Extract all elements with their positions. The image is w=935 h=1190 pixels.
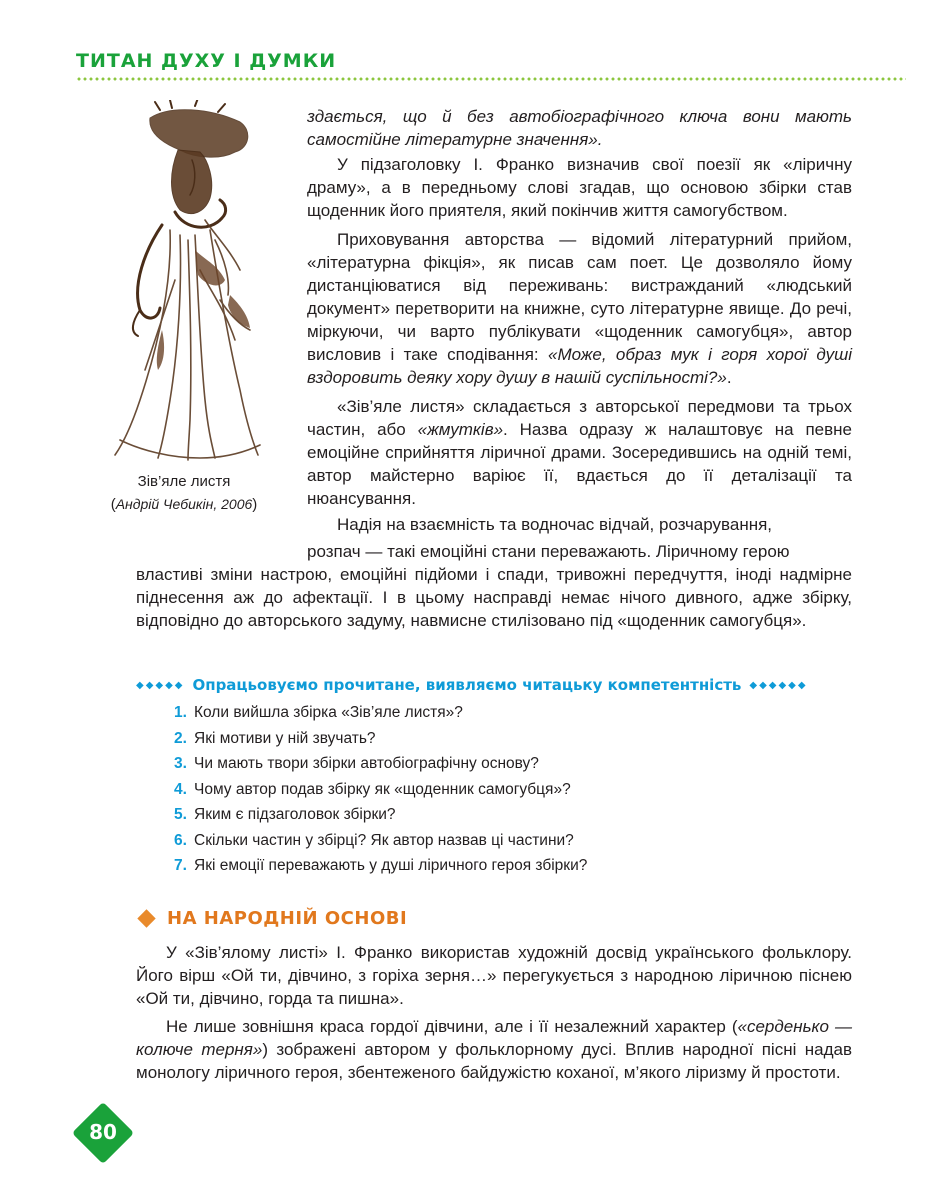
- list-item: 1. Коли вийшла збірка «Зів’яле листя»?: [174, 704, 463, 721]
- tasks-heading: [136, 676, 851, 694]
- header-dotted-rule: [76, 76, 906, 82]
- diamonds-left-icon: ◆◆◆◆◆: [136, 679, 185, 691]
- running-header: ТИТАН ДУХУ І ДУМКИ: [76, 50, 337, 72]
- caption-title: Зів’яле листя: [137, 473, 231, 490]
- paragraph-5-rest: властиві зміни настрою, емоційні підйоми і спади, тривожні передчуття, іноді надмірне піднесення аж до афектації. І в цьому насправді немає нічого дивного, адже збірку, відповідно до авторського задуму, навмисне стилізовано під «щоденник самогубця».: [136, 565, 852, 630]
- page-number: 80: [89, 1120, 117, 1144]
- paragraph-1: здається, що й без автобіографічного ключа вони мають самостійне літературне значення».: [307, 107, 852, 149]
- section-paragraph-1: У «Зів’ялому листі» І. Франко використав художній досвід українського фольклору. Його вірш «Ой ти, дівчино, з горіха зерня…» перегукується з народною ліричною піснею «Ой ти, дівчино, горда та пишна».: [136, 943, 852, 1008]
- section-paragraph-2: Не лише зовнішня краса гордої дівчини, але і її незалежний характер («серденько — колюче терня») зображені автором у фольклорному дусі. Вплив народної пісні надав монологу ліричного героя, збентеженого байдужістю коханої, м’якого ліризму й простоти.: [136, 1017, 853, 1082]
- list-item: 2. Які мотиви у ній звучать?: [174, 729, 376, 747]
- tasks-heading-text: Опрацьовуємо прочитане, виявляємо читацьку компетентність: [192, 676, 742, 694]
- paragraph-5-start: Надія на взаємність та водночас відчай, розчарування,: [337, 515, 773, 534]
- list-item: 6. Скільки частин у збірці? Як автор назвав ці частини?: [174, 831, 574, 849]
- section-heading-text: НА НАРОДНІЙ ОСНОВІ: [167, 908, 408, 929]
- list-item: 7. Які емоції переважають у душі ліричного героя збірки?: [174, 857, 588, 874]
- illustration-caption: [84, 470, 284, 516]
- paragraph-4: «Зів’яле листя» складається з авторської передмови та трьох частин, або «жмутків». Назва одразу ж налаштовує на певне емоційне сприйняття ліричної драми. Зосередившись на одній темі, автор майстерно варіює її, вдається до її деталізації та нюансування.: [307, 397, 852, 508]
- list-item: 4. Чому автор подав збірку як «щоденник самогубця»?: [174, 780, 571, 798]
- paragraph-3: Приховування авторства — відомий літературний прийом, «літературна фікція», як писав сам поет. Це дозволяло йому дистанціюватися від переживань: вистражданий «людський документ» перетворити на книжне, суто літературне явище. До речі, міркуючи, чи варто публікувати «щоденник самогубця», автор висловив і таке сподівання: «Може, образ мук і горя хорої душі вздоровить деяку хору душу в нашій суспільності?».: [307, 230, 853, 387]
- caption-credit: Андрій Чебикін, 2006: [115, 496, 253, 512]
- caption-credit-line: (Андрій Чебикін, 2006): [110, 496, 258, 513]
- section-heading: [140, 908, 407, 929]
- paragraph-5-line2: розпач — такі емоційні стани переважають. Ліричному герою: [307, 542, 790, 561]
- page-number-badge: [72, 1102, 134, 1164]
- illustration-sketch: [100, 100, 265, 462]
- list-item: 5. Яким є підзаголовок збірки?: [174, 806, 396, 823]
- paragraph-2: У підзаголовку І. Франко визначив свої поезії як «ліричну драму», а в передньому слові згадав, що основою збірки став щоденник його приятеля, який покінчив життя самогубством.: [307, 155, 852, 220]
- diamonds-right-icon: ◆◆◆◆◆◆: [749, 679, 808, 691]
- list-item: 3. Чи мають твори збірки автобіографічну основу?: [174, 755, 539, 772]
- diamond-icon: [137, 909, 155, 927]
- question-list: [174, 700, 587, 879]
